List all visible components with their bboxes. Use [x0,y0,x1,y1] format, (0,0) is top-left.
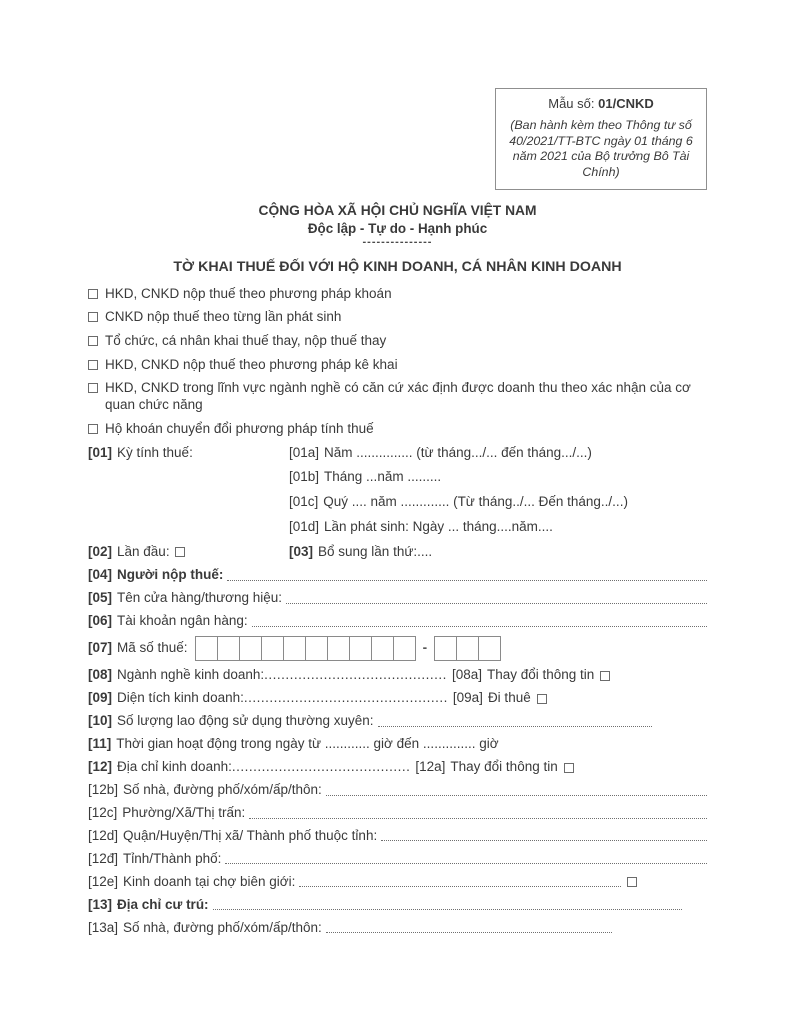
tax-code-cell[interactable] [478,636,501,661]
tax-code-cell[interactable] [456,636,479,661]
checkbox-icon[interactable] [88,424,98,434]
tax-code-cell[interactable] [261,636,284,661]
field-number: [09a] [452,690,483,706]
field-label: Diện tích kinh doanh: [117,690,244,706]
field-number: [11] [88,736,112,752]
checkbox-icon[interactable] [88,360,98,370]
field-12d-quan-huyen [88,828,707,844]
option-ke-khai [88,357,707,374]
tax-code-cell[interactable] [283,636,306,661]
dotted-fill-line [299,886,621,887]
field-label: Năm ............... (từ tháng.../... đến tháng.../...) [324,444,592,460]
dotted-fill-line [249,818,707,819]
tax-code-cell[interactable] [434,636,457,661]
field-01d-lan-phat-sinh [289,519,707,536]
option-label: Tổ chức, cá nhân khai thuế thay, nộp thuế thay [105,332,387,348]
field-12-dia-chi-kinh-doanh [88,759,707,775]
field-01b-thang [289,469,707,486]
dotted-fill-line [213,909,682,910]
field-number: [02] [88,543,113,559]
option-khai-thay [88,333,707,350]
field-label: Bổ sung lần thứ:.... [318,543,433,559]
field-number: [04] [88,567,113,583]
country-name: CỘNG HÒA XÃ HỘI CHỦ NGHĨA VIỆT NAM [258,202,537,218]
field-label: Tỉnh/Thành phố: [123,850,222,866]
tax-code-separator: - [422,640,428,656]
dotted-fill-line [381,840,707,841]
tax-code-cell[interactable] [239,636,262,661]
field-label: Số nhà, đường phố/xóm/ấp/thôn: [123,919,322,935]
field-number: [03] [289,543,314,559]
dotted-fill-line [252,626,707,627]
field-label: Tháng ...năm ......... [324,469,442,485]
field-label: Địa chỉ cư trú: [117,896,209,912]
field-10-so-luong-lao-dong [88,713,707,729]
field-06-tai-khoan-ngan-hang [88,613,707,629]
option-label: HKD, CNKD trong lĩnh vực ngành nghề có căn cứ xác định được doanh thu theo xác nhận của cơ quan chức năng [105,380,691,413]
checkbox-icon[interactable] [627,877,637,887]
field-label: Kỳ tính thuế: [117,444,193,460]
field-label: Tên cửa hàng/thương hiệu: [117,590,283,606]
checkbox-icon[interactable] [564,763,574,773]
national-motto: Độc lập - Tự do - Hạnh phúc [307,220,488,236]
field-label: Mã số thuế: [117,640,188,656]
dotted-fill: .......................................... [231,759,411,775]
field-label: Quận/Huyện/Thị xã/ Thành phố thuộc tỉnh: [123,828,378,843]
field-01c-quy [289,494,707,511]
option-khoan [88,286,707,303]
field-number: [07] [88,640,113,656]
tax-code-cell[interactable] [305,636,328,661]
field-number: [01c] [289,494,319,510]
field-number: [12d] [88,828,119,843]
checkbox-icon[interactable] [600,671,610,681]
field-02-03-row [88,544,707,561]
checkbox-icon[interactable] [88,312,98,322]
field-04-nguoi-nop-thue [88,567,707,583]
form-number-label: Mẫu số: [548,96,595,111]
field-label: Thời gian hoạt động trong ngày từ ............ giờ đến .............. giờ [116,736,499,752]
checkbox-icon[interactable] [88,289,98,299]
field-number: [09] [88,690,113,706]
form-number: 01/CNKD [598,96,654,111]
field-label: Ngành nghề kinh doanh: [117,667,265,683]
tax-code-cell[interactable] [393,636,416,661]
field-number: [01] [88,444,113,460]
national-header [88,203,707,248]
field-label: Tài khoản ngân hàng: [117,613,248,629]
issuance-note: (Ban hành kèm theo Thông tư số 40/2021/TT-BTC ngày 01 tháng 6 năm 2021 của Bộ trưởng Bô Tài Chính) [509,118,693,179]
tax-code-cell[interactable] [217,636,240,661]
tax-code-boxes [195,636,502,661]
field-08-nganh-nghe [88,667,707,683]
tax-code-cell[interactable] [371,636,394,661]
checkbox-icon[interactable] [88,336,98,346]
field-label: Lần đầu: [117,543,170,559]
option-label: HKD, CNKD nộp thuế theo phương pháp khoán [105,285,392,301]
field-number: [01a] [289,444,320,460]
field-03-bo-sung [289,544,432,561]
field-label: Số nhà, đường phố/xóm/ấp/thôn: [123,782,322,798]
dotted-fill-line [378,726,653,727]
tax-code-cell[interactable] [327,636,350,661]
form-number-box [495,88,707,190]
field-label: Kinh doanh tại chợ biên giới: [123,873,296,889]
dotted-fill-line [326,932,612,933]
tax-code-sub-group [434,636,501,661]
field-12e-cho-bien-gioi [88,874,707,890]
option-tung-lan-phat-sinh [88,309,707,326]
dotted-fill-line [286,603,707,604]
field-02-lan-dau [88,544,289,561]
motto-divider: --------------- [362,235,433,248]
field-12c-phuong-xa [88,805,707,821]
checkbox-icon[interactable] [537,694,547,704]
field-13a-so-nha [88,920,707,936]
dotted-fill-line [326,795,707,796]
field-label: Đi thuê [487,690,531,706]
field-number: [08a] [451,667,482,683]
checkbox-icon[interactable] [88,383,98,393]
field-09-dien-tich [88,690,707,706]
field-11-thoi-gian-hoat-dong [88,736,707,752]
field-01-label-col [88,445,289,544]
option-label: Hộ khoán chuyển đổi phương pháp tính thuế [105,420,374,436]
dotted-fill: ........................................... [264,667,447,683]
field-number: [12c] [88,805,118,821]
field-12dd-tinh-thanh-pho [88,851,707,867]
tax-code-cell[interactable] [349,636,372,661]
dotted-fill-line [225,863,707,864]
option-chuyen-doi-phuong-phap [88,421,707,438]
field-label: Thay đổi thông tin [450,759,558,775]
field-01-periods-col [289,445,707,544]
dotted-fill-line [227,580,707,581]
tax-code-main-group [195,636,416,661]
field-number: [05] [88,590,113,606]
field-number: [12b] [88,782,119,798]
dotted-fill: ................................................ [243,690,448,706]
field-label: Địa chỉ kinh doanh: [117,759,232,775]
field-number: [13] [88,896,113,912]
form-number-line [504,96,698,111]
field-number: [12] [88,759,113,775]
field-07-ma-so-thue [88,636,707,661]
option-label: HKD, CNKD nộp thuế theo phương pháp kê khai [105,356,398,372]
field-01-ky-tinh-thue [88,445,707,544]
checkbox-icon[interactable] [175,547,185,557]
field-label: Phường/Xã/Thị trấn: [122,805,246,821]
field-13-dia-chi-cu-tru [88,897,707,913]
option-xac-nhan-co-quan [88,380,707,413]
option-label: CNKD nộp thuế theo từng lần phát sinh [105,309,342,325]
taxpayer-type-options [88,286,707,438]
field-label: Quý .... năm ............. (Từ tháng../... Đến tháng../...) [323,494,628,510]
field-number: [06] [88,613,113,629]
field-number: [08] [88,667,113,683]
field-number: [13a] [88,919,119,935]
field-number: [01d] [289,518,320,534]
field-label: Thay đổi thông tin [486,667,595,683]
field-label: Người nộp thuế: [117,567,224,583]
field-number: [10] [88,713,113,729]
field-label: Số lượng lao động sử dụng thường xuyên: [117,713,374,729]
field-12b-so-nha [88,782,707,798]
field-number: [12a] [415,759,446,775]
field-05-ten-cua-hang [88,590,707,606]
field-01a-nam [289,445,707,462]
field-number: [12e] [88,873,119,889]
field-number: [01b] [289,469,320,485]
form-title: TỜ KHAI THUẾ ĐỐI VỚI HỘ KINH DOANH, CÁ NHÂN KINH DOANH [173,258,622,275]
field-label: Lần phát sinh: Ngày ... tháng....năm.... [324,518,553,534]
tax-code-cell[interactable] [195,636,218,661]
field-number: [12đ] [88,850,119,866]
